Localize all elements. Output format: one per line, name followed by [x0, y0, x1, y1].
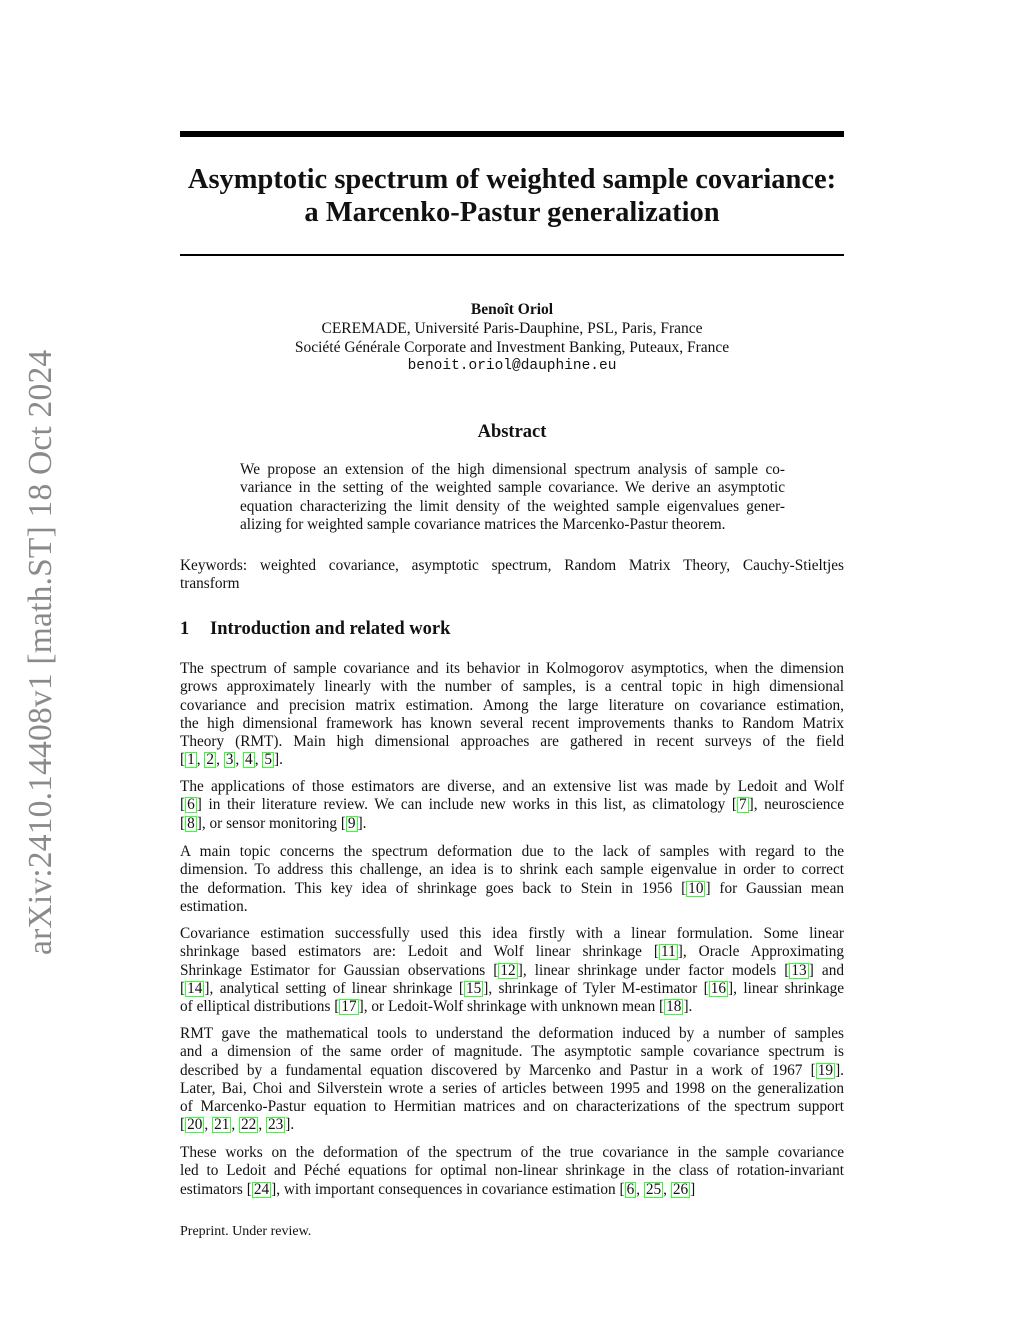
citation-link[interactable]: 15	[465, 979, 482, 997]
text-run: , or sensor monitoring	[201, 814, 341, 832]
text-run: estimators	[180, 1180, 247, 1198]
text-run: shrinkage based estimators are: Ledoit and Wolf linear shrinkage	[180, 943, 654, 961]
text-run: , linear shrinkage	[733, 979, 845, 997]
paragraph-line: The applications of those estimators are diverse, and an extensive list was made by Ledoit and Wolf	[180, 778, 844, 795]
paragraph-6	[180, 1144, 844, 1199]
citation-link[interactable]: 17	[341, 998, 357, 1016]
paper-title	[180, 163, 844, 229]
paragraph-line: described by a fundamental equation discovered by Marcenko and Pastur in a work of 1967 [ 19 ].	[180, 1061, 844, 1079]
abstract-line: variance in the setting of the weighted sample covariance. We derive an asymptotic	[240, 479, 785, 497]
citation-link[interactable]: 1	[187, 751, 195, 769]
citation-link[interactable]: 10	[688, 879, 704, 897]
citation-link[interactable]: 11	[661, 943, 676, 961]
section-title: Introduction and related work	[210, 619, 451, 639]
paragraph-line: [ 14 ], analytical setting of linear shrinkage [ 15 ], shrinkage of Tyler M-estimator [ 16 ], linear shrinkage	[180, 979, 845, 997]
citation-link[interactable]: 5	[264, 751, 273, 769]
paragraph-line: estimation.	[180, 897, 248, 915]
paragraph-line: Theory (RMT). Main high dimensional approaches are gathered in recent surveys of the field	[180, 733, 844, 751]
citation-link[interactable]: 3	[225, 751, 234, 769]
author-affiliation-1: CEREMADE, Université Paris-Dauphine, PSL, Paris, France	[321, 320, 703, 337]
text-run: , shrinkage of Tyler M-estimator	[488, 979, 704, 997]
paragraph-1	[180, 660, 844, 770]
paragraph-line: These works on the deformation of the spectrum of the true covariance in the sample covariance	[180, 1144, 844, 1161]
paragraph-line: and a dimension of the same order of magnitude. The asymptotic sample covariance spectrum is	[180, 1043, 844, 1061]
paragraph-2	[180, 778, 844, 833]
paragraph-line: shrinkage based estimators are: Ledoit and Wolf linear shrinkage [ 11 ], Oracle Approximating	[180, 943, 844, 961]
citation-link[interactable]: 6	[626, 1180, 635, 1198]
abstract-line: equation characterizing the limit density of the weighted sample eigenvalues gener-	[240, 497, 785, 515]
citation-link[interactable]: 12	[500, 961, 516, 979]
text-run: described by a fundamental equation discovered by Marcenko and Pastur in a work of 1967	[180, 1061, 811, 1079]
text-run: in their literature review. We can include new works in this list, as climatology	[201, 796, 732, 814]
section-number: 1	[180, 619, 190, 639]
title-bottom-rule	[180, 254, 844, 256]
author-name: Benoît Oriol	[470, 301, 554, 318]
paragraph-line: The spectrum of sample covariance and its behavior in Kolmogorov asymptotics, when the dimension	[180, 660, 844, 677]
paragraph-line: of Marcenko-Pastur equation to Hermitian matrices and on characterizations of the spectrum support	[180, 1098, 844, 1116]
text-run: , neuroscience	[753, 796, 844, 814]
text-run: and	[813, 961, 844, 979]
text-run: of elliptical distributions	[180, 998, 335, 1016]
citation-link[interactable]: 14	[187, 979, 203, 997]
paragraph-line: the high dimensional framework has known several recent improvements thanks to Random Matrix	[180, 714, 844, 732]
text-run: Shrinkage Estimator for Gaussian observations	[180, 961, 494, 979]
paragraph-line: led to Ledoit and Péché equations for optimal non-linear shrinkage in the class of rotation-invariant	[180, 1162, 844, 1180]
title-line-1: Asymptotic spectrum of weighted sample covariance:	[187, 164, 837, 195]
citation-link[interactable]: 23	[267, 1116, 284, 1134]
section-heading	[180, 619, 450, 640]
citation-link[interactable]: 19	[817, 1061, 834, 1079]
author-email[interactable]: benoit.oriol@dauphine.eu	[407, 358, 617, 374]
text-run: , linear shrinkage under factor models	[522, 961, 785, 979]
keywords-line-2: transform	[180, 575, 240, 593]
paragraph-line: [ 6 ] in their literature review. We can include new works in this list, as climatology [ 7 ], neuroscience	[180, 796, 844, 814]
paragraph-line: dimension. To address this challenge, an idea is to shrink each sample eigenvalue in order to correct	[180, 861, 844, 879]
citation-link[interactable]: 16	[710, 979, 727, 997]
paragraph-line: Later, Bai, Choi and Silverstein wrote a series of articles between 1995 and 1998 on the generalization	[180, 1079, 844, 1097]
paragraph-line: A main topic concerns the spectrum deformation due to the lack of samples with regard to the	[180, 843, 844, 860]
keywords	[180, 557, 844, 594]
text-run: for Gaussian mean	[710, 879, 845, 897]
text-run: , with important consequences in covariance estimation	[276, 1180, 620, 1198]
citation-link[interactable]: 7	[738, 796, 747, 814]
citation-link[interactable]: 21	[214, 1116, 230, 1134]
text-run: , analytical setting of linear shrinkage	[209, 979, 459, 997]
title-line-2: a Marcenko-Pastur generalization	[304, 197, 720, 228]
paragraph-line: of elliptical distributions [ 17 ], or Ledoit-Wolf shrinkage with unknown mean [ 18 ].	[180, 998, 693, 1016]
citation-link[interactable]: 2	[206, 751, 215, 769]
title-top-rule	[180, 131, 844, 137]
citation-link[interactable]: 22	[241, 1116, 257, 1134]
footer-note: Preprint. Under review.	[180, 1224, 312, 1239]
author-block	[180, 300, 844, 376]
paragraph-5	[180, 1025, 844, 1135]
arxiv-stamp: arXiv:2410.14408v1 [math.ST] 18 Oct 2024	[22, 349, 59, 955]
abstract-body	[240, 461, 785, 534]
citation-link[interactable]: 9	[347, 814, 356, 832]
abstract-heading: Abstract	[477, 422, 547, 442]
citation-link[interactable]: 18	[666, 998, 682, 1016]
paragraph-line: [ 8 ], or sensor monitoring [ 9 ].	[180, 814, 367, 832]
text-run: , Oracle Approximating	[682, 943, 844, 961]
paragraph-3	[180, 843, 844, 916]
abstract-line: alizing for weighted sample covariance matrices the Marcenko-Pastur theorem.	[240, 515, 726, 533]
text-run: , or Ledoit-Wolf shrinkage with unknown mean	[363, 998, 660, 1016]
paragraph-line: [ 20 , 21 , 22 , 23 ].	[180, 1116, 295, 1134]
paragraph-line: Covariance estimation successfully used this idea firstly with a linear formulation. Some linear	[180, 925, 844, 942]
paragraph-line: RMT gave the mathematical tools to understand the deformation induced by a number of samples	[180, 1025, 844, 1042]
citation-link[interactable]: 24	[253, 1180, 270, 1198]
paragraph-line: [ 1 , 2 , 3 , 4 , 5 ].	[180, 751, 283, 769]
citation-link[interactable]: 25	[645, 1180, 662, 1198]
paragraph-line: grows approximately linearly with the number of samples, is a central topic in high dimensional	[180, 678, 844, 696]
paragraph-4	[180, 925, 844, 1016]
keywords-line-1: Keywords: weighted covariance, asymptotic spectrum, Random Matrix Theory, Cauchy-Stieltjes	[180, 557, 844, 574]
citation-link[interactable]: 4	[245, 751, 253, 769]
citation-link[interactable]: 26	[672, 1180, 689, 1198]
paragraph-line: covariance and precision matrix estimation. Among the large literature on covariance estimation,	[180, 696, 844, 714]
citation-link[interactable]: 20	[187, 1116, 203, 1134]
paragraph-line: Shrinkage Estimator for Gaussian observations [ 12 ], linear shrinkage under factor models [ 13 ] and	[180, 961, 844, 979]
citation-link[interactable]: 6	[187, 796, 195, 814]
abstract-line: We propose an extension of the high dimensional spectrum analysis of sample co-	[240, 461, 785, 478]
paragraph-line: estimators [ 24 ], with important consequences in covariance estimation [ 6 , 25 , 26 ]	[180, 1180, 696, 1198]
author-affiliation-2: Société Générale Corporate and Investment Banking, Puteaux, France	[294, 339, 730, 356]
citation-link[interactable]: 8	[187, 814, 195, 832]
text-run: the deformation. This key idea of shrinkage goes back to Stein in 1956	[180, 879, 682, 897]
paragraph-line: the deformation. This key idea of shrinkage goes back to Stein in 1956 [ 10 ] for Gaussian mean	[180, 879, 845, 897]
citation-link[interactable]: 13	[791, 961, 807, 979]
